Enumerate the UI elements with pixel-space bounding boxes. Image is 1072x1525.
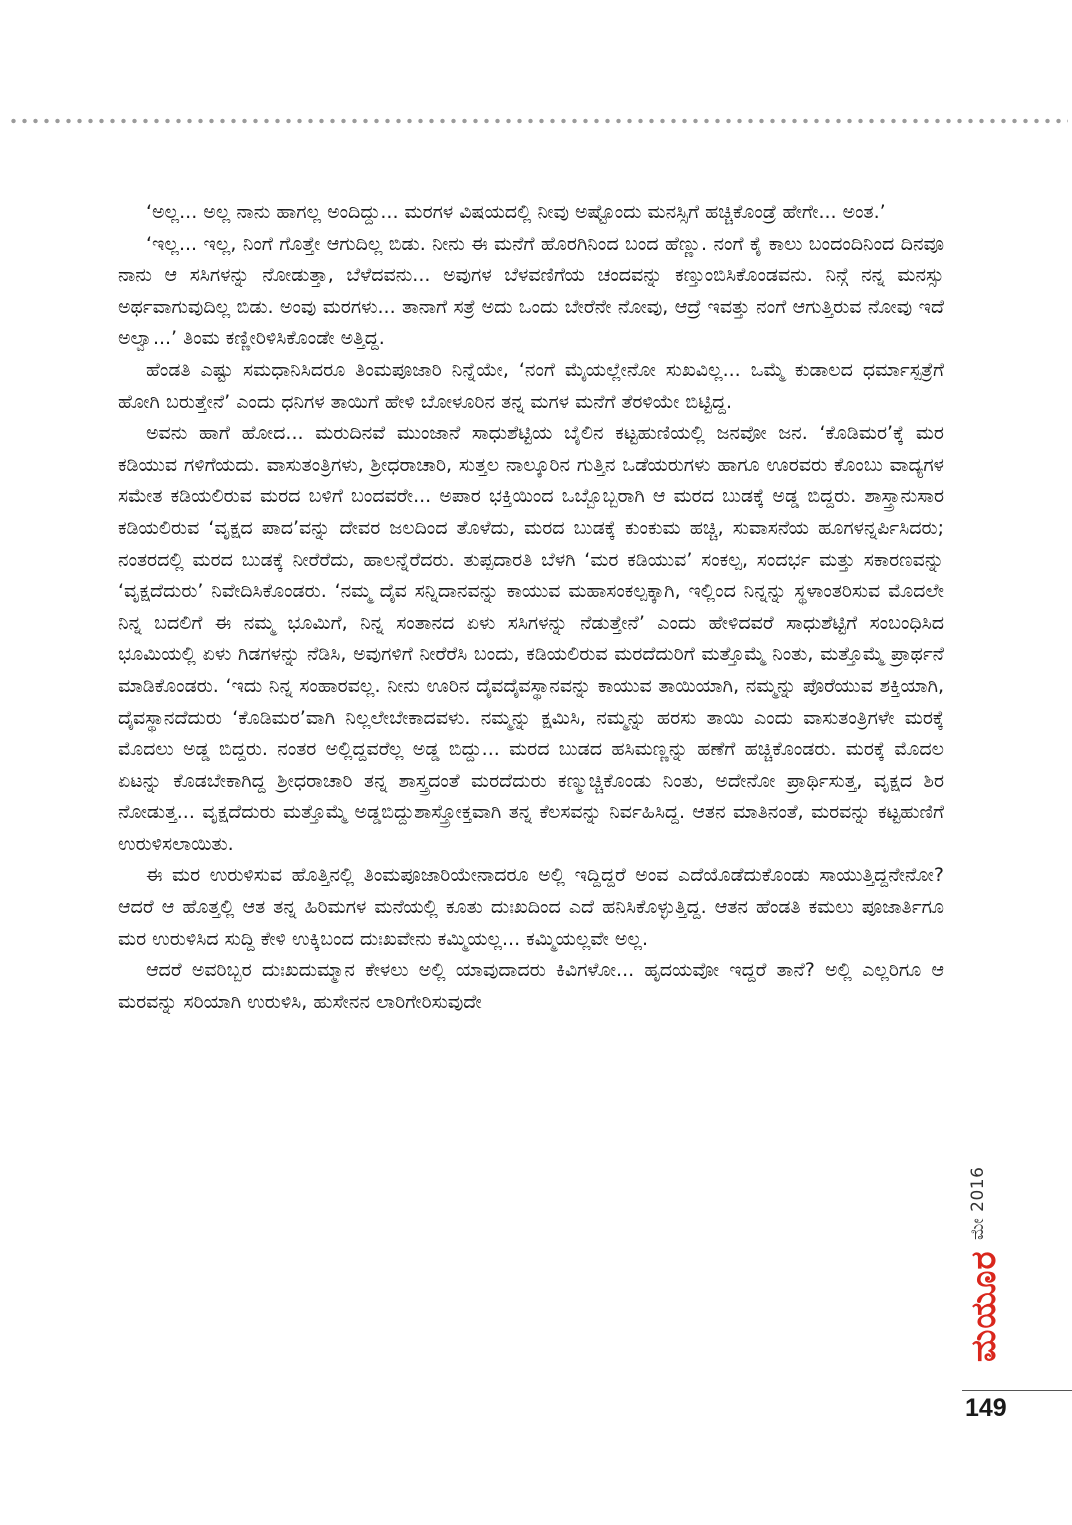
article-paragraph: ಹೆಂಡತಿ ಎಷ್ಟು ಸಮಧಾನಿಸಿದರೂ ತಿಂಮಪೂಜಾರಿ ನಿನ್ನೆಯೇ, ‘ನಂಗೆ ಮೈಯಲ್ಲೇನೋ ಸುಖವಿಲ್ಲ... ಒಮ್ಮೆ ಕುಡಾಲದ ಧರ್ಮಾಸ್ಪತ್ರೆಗೆ ಹೋಗಿ ಬರುತ್ತೇನೆ’ ಎಂದು ಧನಿಗಳ ತಾಯಿಗೆ ಹೇಳಿ ಬೋಳೂರಿನ ತನ್ನ ಮಗಳ ಮನೆಗೆ ತೆರಳಿಯೇ ಬಿಟ್ಟಿದ್ದ.	[118, 358, 944, 413]
magazine-logo: ಮಯೂರ	[964, 1250, 1004, 1362]
page-number: 149	[965, 1394, 1007, 1422]
article-paragraph: ‘ಅಲ್ಲ... ಅಲ್ಲ ನಾನು ಹಾಗಲ್ಲ ಅಂದಿದ್ದು... ಮರಗಳ ವಿಷಯದಲ್ಲಿ ನೀವು ಅಷ್ಟೊಂದು ಮನಸ್ಸಿಗೆ ಹಚ್ಚಿಕೊಂಡ್ರೆ ಹೇಗೇ... ಅಂತ.’	[146, 201, 886, 223]
dotted-header-rule	[8, 118, 1068, 124]
magazine-sidebar	[960, 1110, 1050, 1392]
article-paragraph: ಆದರೆ ಅವರಿಬ್ಬರ ದುಃಖದುಮ್ಮಾನ ಕೇಳಲು ಅಲ್ಲಿ ಯಾವುದಾದರು ಕಿವಿಗಳೋ... ಹೃದಯವೋ ಇದ್ದರೆ ತಾನೆ? ಅಲ್ಲಿ ಎಲ್ಲರಿಗೂ ಆ ಮರವನ್ನು ಸರಿಯಾಗಿ ಉರುಳಿಸಿ, ಹುಸೇನನ ಲಾರಿಗೇರಿಸುವುದೇ	[118, 959, 944, 1013]
article-paragraph: ಈ ಮರ ಉರುಳಿಸುವ ಹೊತ್ತಿನಲ್ಲಿ ತಿಂಮಪೂಜಾರಿಯೇನಾದರೂ ಅಲ್ಲಿ ಇದ್ದಿದ್ದರೆ ಅಂವ ಎದೆಯೊಡೆದುಕೊಂಡು ಸಾಯುತ್ತಿದ್ದನೇನೋ? ಆದರೆ ಆ ಹೊತ್ತಲ್ಲಿ ಆತ ತನ್ನ ಹಿರಿಮಗಳ ಮನೆಯಲ್ಲಿ ಕೂತು ದುಃಖದಿಂದ ಎದೆ ಹನಿಸಿಕೊಳ್ಳುತ್ತಿದ್ದ. ಆತನ ಹೆಂಡತಿ ಕಮಲು ಪೂಜಾರ್ತಿಗೂ ಮರ ಉರುಳಿಸಿದ ಸುದ್ದಿ ಕೇಳಿ ಉಕ್ಕಿಬಂದ ದುಃಖವೇನು ಕಮ್ಮಿಯಲ್ಲ... ಕಮ್ಮಿಯಲ್ಲವೇ ಅಲ್ಲ.	[118, 864, 944, 950]
page-number-rule	[962, 1390, 1072, 1391]
article-paragraph: ‘ಇಲ್ಲ... ಇಲ್ಲ, ನಿಂಗೆ ಗೊತ್ತೇ ಆಗುದಿಲ್ಲ ಬಿಡು. ನೀನು ಈ ಮನೆಗೆ ಹೊರಗಿನಿಂದ ಬಂದ ಹೆಣ್ಣು. ನಂಗೆ ಕೈ ಕಾಲು ಬಂದಂದಿನಿಂದ ದಿನವೂ ನಾನು ಆ ಸಸಿಗಳನ್ನು ನೋಡುತ್ತಾ, ಬೆಳೆದವನು... ಅವುಗಳ ಬೆಳವಣಿಗೆಯ ಚಂದವನ್ನು ಕಣ್ತುಂಬಿಸಿಕೊಂಡವನು. ನಿನ್ಗೆ ನನ್ನ ಮನಸ್ಸು ಅರ್ಥವಾಗುವುದಿಲ್ಲ ಬಿಡು. ಅಂವು ಮರಗಳು... ತಾನಾಗೆ ಸತ್ರೆ ಅದು ಒಂದು ಬೇರೆನೇ ನೋವು, ಆದ್ರೆ ಇವತ್ತು ನಂಗೆ ಆಗುತ್ತಿರುವ ನೋವು ಇದೆ ಅಲ್ವಾ...’ ತಿಂಮ ಕಣ್ಣೀರಿಳಿಸಿಕೊಂಡೇ ಅತ್ತಿದ್ದ.	[118, 232, 944, 350]
article-body	[118, 197, 944, 1018]
article-paragraph: ಅವನು ಹಾಗೆ ಹೋದ... ಮರುದಿನವೆ ಮುಂಜಾನೆ ಸಾಧುಶೆಟ್ಟಿಯ ಬೈಲಿನ ಕಟ್ಟಹುಣಿಯಲ್ಲಿ ಜನವೋ ಜನ. ‘ಕೊಡಿಮರ’ಕ್ಕೆ ಮರ ಕಡಿಯುವ ಗಳಿಗೆಯದು. ವಾಸುತಂತ್ರಿಗಳು, ಶ್ರೀಧರಾಚಾರಿ, ಸುತ್ತಲ ನಾಲ್ಕೂರಿನ ಗುತ್ತಿನ ಒಡೆಯರುಗಳು ಹಾಗೂ ಊರವರು ಕೊಂಬು ವಾದ್ಯಗಳ ಸಮೇತ ಕಡಿಯಲಿರುವ ಮರದ ಬಳಿಗೆ ಬಂದವರೇ... ಅಪಾರ ಭಕ್ತಿಯಿಂದ ಒಬ್ಬೊಬ್ಬರಾಗಿ ಆ ಮರದ ಬುಡಕ್ಕೆ ಅಡ್ಡ ಬಿದ್ದರು. ಶಾಸ್ತ್ರಾನುಸಾರ ಕಡಿಯಲಿರುವ ‘ವೃಕ್ಷದ ಪಾದ’ವನ್ನು ದೇವರ ಜಲದಿಂದ ತೊಳೆದು, ಮರದ ಬುಡಕ್ಕೆ ಕುಂಕುಮ ಹಚ್ಚಿ, ಸುವಾಸನೆಯ ಹೂಗಳನ್ನರ್ಪಿಸಿದರು; ನಂತರದಲ್ಲಿ ಮರದ ಬುಡಕ್ಕೆ ನೀರೆರೆದು, ಹಾಲನ್ನೆರೆದರು. ತುಪ್ಪದಾರತಿ ಬೆಳಗಿ ‘ಮರ ಕಡಿಯುವ’ ಸಂಕಲ್ಪ, ಸಂದರ್ಭ ಮತ್ತು ಸಕಾರಣವನ್ನು ‘ವೃಕ್ಷದೆದುರು’ ನಿವೇದಿಸಿಕೊಂಡರು. ‘ನಮ್ಮ ದೈವ ಸನ್ನಿದಾನವನ್ನು ಕಾಯುವ ಮಹಾಸಂಕಲ್ಪಕ್ಕಾಗಿ, ಇಲ್ಲಿಂದ ನಿನ್ನನ್ನು ಸ್ಥಳಾಂತರಿಸುವ ಮೊದಲೇ ನಿನ್ನ ಬದಲಿಗೆ ಈ ನಮ್ಮ ಭೂಮಿಗೆ, ನಿನ್ನ ಸಂತಾನದ ಏಳು ಸಸಿಗಳನ್ನು ನೆಡುತ್ತೇನೆ’ ಎಂದು ಹೇಳಿದವರೆ ಸಾಧುಶೆಟ್ಟಿಗೆ ಸಂಬಂಧಿಸಿದ ಭೂಮಿಯಲ್ಲಿ ಏಳು ಗಿಡಗಳನ್ನು ನೆಡಿಸಿ, ಅವುಗಳಿಗೆ ನೀರೆರೆಸಿ ಬಂದು, ಕಡಿಯಲಿರುವ ಮರದೆದುರಿಗೆ ಮತ್ತೊಮ್ಮೆ ನಿಂತು, ಮತ್ತೊಮ್ಮೆ ಪ್ರಾರ್ಥನೆ ಮಾಡಿಕೊಂಡರು. ‘ಇದು ನಿನ್ನ ಸಂಹಾರವಲ್ಲ. ನೀನು ಊರಿನ ದೈವದೈವಸ್ಥಾನವನ್ನು ಕಾಯುವ ತಾಯಿಯಾಗಿ, ನಮ್ಮನ್ನು ಪೊರೆಯುವ ಶಕ್ತಿಯಾಗಿ, ದೈವಸ್ಥಾನದೆದುರು ‘ಕೊಡಿಮರ’ವಾಗಿ ನಿಲ್ಲಲೇಬೇಕಾದವಳು. ನಮ್ಮನ್ನು ಕ್ಷಮಿಸಿ, ನಮ್ಮನ್ನು ಹರಸು ತಾಯಿ ಎಂದು ವಾಸುತಂತ್ರಿಗಳೇ ಮರಕ್ಕೆ ಮೊದಲು ಅಡ್ಡ ಬಿದ್ದರು. ನಂತರ ಅಲ್ಲಿದ್ದವರೆಲ್ಲ ಅಡ್ಡ ಬಿದ್ದು... ಮರದ ಬುಡದ ಹಸಿಮಣ್ಣನ್ನು ಹಣೆಗೆ ಹಚ್ಚಿಕೊಂಡರು. ಮರಕ್ಕೆ ಮೊದಲ ಏಟನ್ನು ಕೊಡಬೇಕಾಗಿದ್ದ ಶ್ರೀಧರಾಚಾರಿ ತನ್ನ ಶಾಸ್ತ್ರದಂತೆ ಮರದೆದುರು ಕಣ್ಮುಚ್ಚಿಕೊಂಡು ನಿಂತು, ಅದೇನೋ ಪ್ರಾರ್ಥಿಸುತ್ತ, ವೃಕ್ಷದ ಶಿರ ನೋಡುತ್ತ... ವೃಕ್ಷದೆದುರು ಮತ್ತೊಮ್ಮೆ ಅಡ್ಡಬಿದ್ದುಶಾಸ್ತ್ರೋಕ್ತವಾಗಿ ತನ್ನ ಕೆಲಸವನ್ನು ನಿರ್ವಹಿಸಿದ್ದ. ಆತನ ಮಾತಿನಂತೆ, ಮರವನ್ನು ಕಟ್ಟಹುಣಿಗೆ ಉರುಳಿಸಲಾಯಿತು.	[118, 422, 945, 855]
issue-date: ಮೇ 2016	[968, 1166, 988, 1240]
